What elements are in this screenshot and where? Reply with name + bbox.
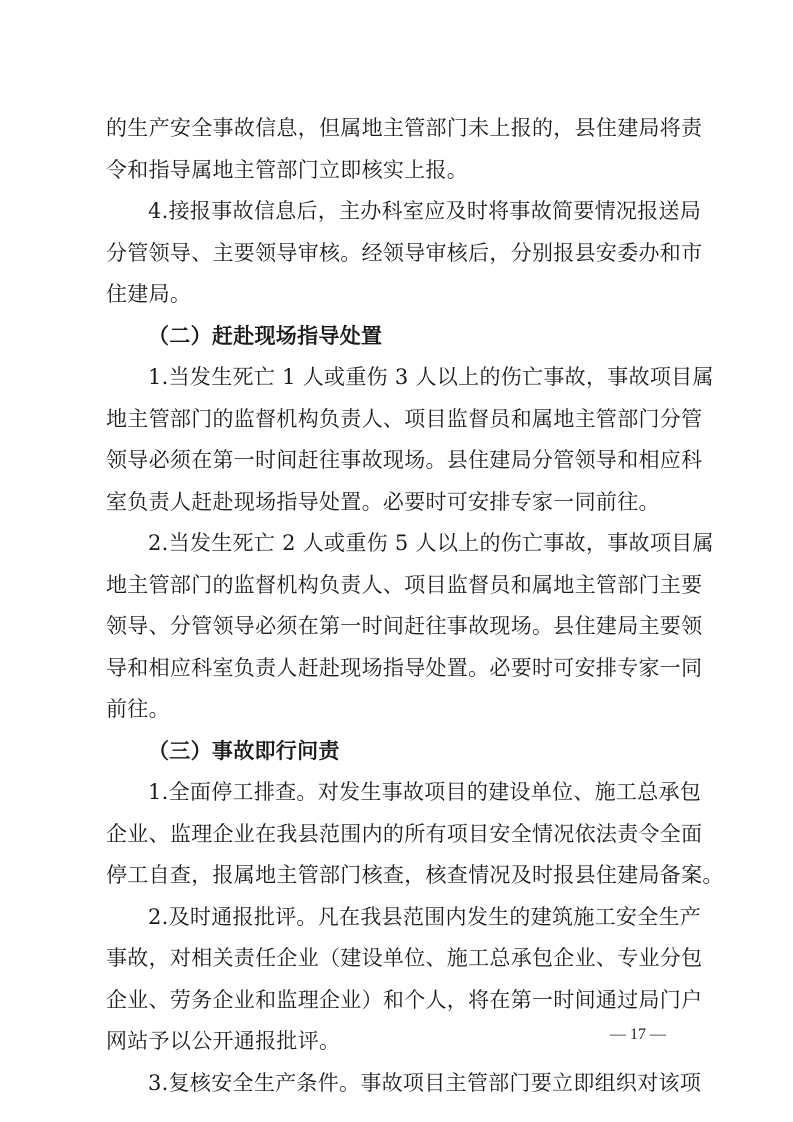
body-line: 地主管部门的监督机构负责人、项目监督员和属地主管部门分管 bbox=[106, 407, 703, 431]
body-line: 网站予以公开通报批评。 bbox=[106, 1029, 341, 1053]
body-line: 室负责人赶赴现场指导处置。必要时可安排专家一同前往。 bbox=[106, 490, 660, 514]
page-number: — 17 — bbox=[610, 1026, 666, 1043]
body-line: 住建局。 bbox=[106, 282, 192, 306]
body-line: 的生产安全事故信息，但属地主管部门未上报的，县住建局将责 bbox=[106, 116, 703, 140]
body-line: 事故，对相关责任企业（建设单位、施工总承包企业、专业分包 bbox=[106, 946, 703, 970]
body-line: 领导、分管领导必须在第一时间赶往事故现场。县住建局主要领 bbox=[106, 614, 703, 638]
body-line: 停工自查，报属地主管部门核查，核查情况及时报县住建局备案。 bbox=[106, 863, 724, 887]
body-line: 导和相应科室负责人赶赴现场指导处置。必要时可安排专家一同 bbox=[106, 656, 703, 680]
body-line: 前往。 bbox=[106, 697, 170, 721]
body-line: 2.当发生死亡 2 人或重伤 5 人以上的伤亡事故，事故项目属 bbox=[148, 531, 714, 555]
body-line: 1.全面停工排查。对发生事故项目的建设单位、施工总承包 bbox=[148, 780, 702, 804]
body-line: 3.复核安全生产条件。事故项目主管部门要立即组织对该项 bbox=[148, 1071, 702, 1095]
section-heading: （二）赶赴现场指导处置 bbox=[148, 323, 383, 348]
section-heading: （三）事故即行问责 bbox=[148, 738, 340, 763]
body-line: 4.接报事故信息后，主办科室应及时将事故简要情况报送局 bbox=[148, 199, 702, 223]
body-line: 地主管部门的监督机构负责人、项目监督员和属地主管部门主要 bbox=[106, 573, 703, 597]
body-line: 2.及时通报批评。凡在我县范围内发生的建筑施工安全生产 bbox=[148, 905, 702, 929]
body-line: 领导必须在第一时间赶往事故现场。县住建局分管领导和相应科 bbox=[106, 448, 703, 472]
body-line: 企业、监理企业在我县范围内的所有项目安全情况依法责令全面 bbox=[106, 822, 703, 846]
body-line: 企业、劳务企业和监理企业）和个人，将在第一时间通过局门户 bbox=[106, 988, 703, 1012]
body-line: 分管领导、主要领导审核。经领导审核后，分别报县安委办和市 bbox=[106, 241, 703, 265]
body-line: 1.当发生死亡 1 人或重伤 3 人以上的伤亡事故，事故项目属 bbox=[148, 365, 714, 389]
body-line: 令和指导属地主管部门立即核实上报。 bbox=[106, 158, 469, 182]
